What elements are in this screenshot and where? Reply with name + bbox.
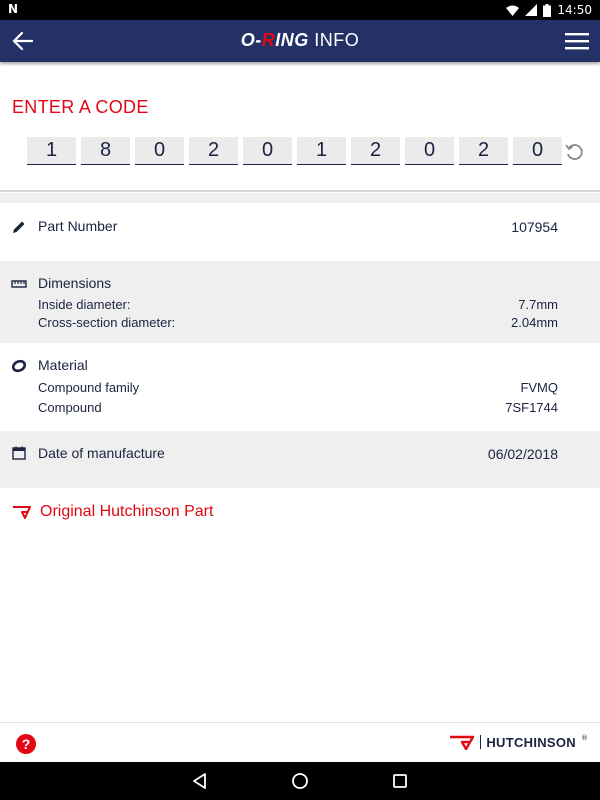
title-info: INFO [308,30,360,50]
dimensions-label: Dimensions [38,275,112,291]
code-digit-10[interactable]: 0 [513,137,562,165]
nav-back-icon[interactable] [190,771,210,791]
material-row [0,343,600,431]
reset-icon[interactable] [563,140,585,162]
signal-icon [525,4,537,16]
code-digits [27,137,562,165]
cross-section-value: 2.04mm [511,315,558,330]
part-number-row [0,203,600,261]
title-ing: ING [275,30,309,50]
notification-n-icon: N [8,2,19,16]
title-r: R [261,30,276,50]
help-icon[interactable] [15,733,37,755]
clock: 14:50 [557,3,592,17]
part-number-value: 107954 [511,219,558,235]
hutchinson-brand [449,734,588,750]
pencil-icon [11,219,27,235]
nav-recents-icon[interactable] [390,771,410,791]
code-digit-8[interactable]: 0 [405,137,454,165]
footer-divider [0,722,600,723]
svg-text:?: ? [21,736,31,752]
status-icons [506,3,592,17]
inside-diameter-value: 7.7mm [518,297,558,312]
code-digit-5[interactable]: 0 [243,137,292,165]
enter-code-label: ENTER A CODE [12,97,149,117]
brand-name: HUTCHINSON [486,734,576,750]
date-row [0,431,600,488]
status-bar [0,0,600,20]
ruler-icon [11,276,27,292]
nav-home-icon[interactable] [290,771,310,791]
app-bar [0,20,600,62]
hutchinson-logo-icon [449,734,475,750]
code-digit-6[interactable]: 1 [297,137,346,165]
code-digit-9[interactable]: 2 [459,137,508,165]
cross-section-label: Cross-section diameter: [38,315,176,330]
code-digit-2[interactable]: 8 [81,137,130,165]
calendar-icon [11,445,27,461]
inside-diameter-label: Inside diameter: [38,297,131,312]
code-digit-3[interactable]: 0 [135,137,184,165]
code-digit-1[interactable]: 1 [27,137,76,165]
hamburger-menu-icon[interactable] [564,29,590,53]
compound-label: Compound [38,400,102,415]
date-label: Date of manufacture [38,445,165,461]
page-title [0,30,600,51]
dimensions-row [0,261,600,343]
code-digit-7[interactable]: 2 [351,137,400,165]
compound-value: 7SF1744 [505,400,558,415]
title-o: O- [240,30,262,50]
code-digit-4[interactable]: 2 [189,137,238,165]
brand-registered-mark: ® [581,734,588,742]
material-label: Material [38,357,88,373]
compound-family-value: FVMQ [520,380,558,395]
battery-icon [543,4,551,17]
original-part-label: Original Hutchinson Part [40,503,214,520]
brand-separator [480,735,481,749]
divider [0,190,600,192]
date-value: 06/02/2018 [487,446,558,462]
o-ring-icon [11,358,27,374]
hutchinson-logo-icon [12,505,32,519]
system-nav-bar [0,762,600,800]
divider-band [0,193,600,203]
part-number-label: Part Number [38,218,118,234]
wifi-icon [506,5,519,16]
original-part-badge [12,503,213,521]
compound-family-label: Compound family [38,380,140,395]
